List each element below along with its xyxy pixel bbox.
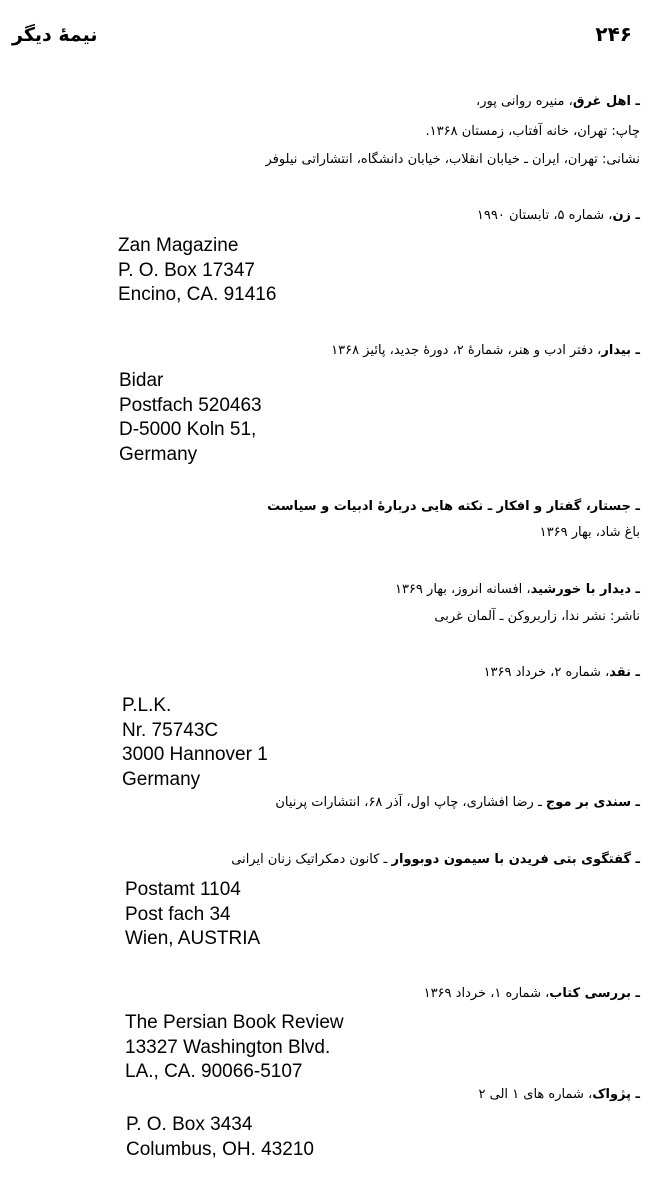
- entry-9-address-line: 13327 Washington Blvd.: [125, 1036, 331, 1058]
- entry-7-title-line: [275, 793, 640, 813]
- entry-5-title-line: [395, 580, 640, 600]
- entry-8-address-line: Post fach 34: [125, 903, 231, 925]
- entry-3-title: ـ بیدار: [601, 343, 640, 358]
- entry-3-title-line: [331, 341, 640, 361]
- entry-1-address: نشانی: تهران، ایران ـ خیابان انقلاب، خیابان دانشگاه، انتشاراتی نیلوفر: [265, 152, 640, 167]
- entry-3-address-line: Postfach 520463: [119, 394, 262, 416]
- entry-2-title-line: [477, 206, 640, 226]
- entry-8-title-line: [231, 850, 640, 870]
- entry-5-title: ـ دیدار با خورشید: [530, 582, 640, 597]
- entry-9-title: ـ بررسی کتاب: [549, 986, 640, 1001]
- entry-2-address-line: P. O. Box 17347: [118, 259, 255, 281]
- entry-4-publication: باغ شاد، بهار ۱۳۶۹: [539, 525, 640, 540]
- entry-2-issue: ، شماره ۵، تابستان ۱۹۹۰: [476, 208, 613, 223]
- entry-6-address-line: Nr. 75743C: [122, 719, 219, 741]
- entry-8-publisher: ـ کانون دمکراتیک زنان ایرانی: [231, 852, 392, 867]
- entry-9-address-line: The Persian Book Review: [125, 1012, 344, 1033]
- entry-6-address-line: Germany: [122, 768, 201, 790]
- page-number: ۲۴۶: [595, 22, 632, 46]
- entry-3-address-line: Bidar: [119, 370, 164, 391]
- entry-8-address-line: Postamt 1104: [125, 879, 241, 900]
- entry-10-address-line: Columbus, OH. 43210: [126, 1138, 314, 1160]
- entry-3-address-line: Germany: [119, 443, 198, 465]
- entry-9-issue: ، شماره ۱، خرداد ۱۳۶۹: [423, 986, 550, 1001]
- entry-5-publisher: ناشر: نشر ندا، زاربروکن ـ آلمان غربی: [434, 609, 640, 624]
- entry-2-address-line: Zan Magazine: [118, 235, 239, 256]
- entry-7-details: ـ رضا افشاری، چاپ اول، آذر ۶۸، انتشارات پرنیان: [275, 795, 546, 810]
- entry-10-address-line: P. O. Box 3434: [126, 1114, 253, 1135]
- entry-9-title-line: [424, 984, 640, 1004]
- entry-6-issue: ، شماره ۲، خرداد ۱۳۶۹: [483, 665, 610, 680]
- entry-9-address-line: LA., CA. 90066-5107: [125, 1061, 303, 1083]
- entry-4-title: ـ جستار، گفتار و افکار ـ نکته هایی دربارهٔ ادبیات و سیاست: [267, 499, 640, 514]
- entry-6-address-line: P.L.K.: [122, 695, 172, 716]
- entry-1-title: ـ اهل غرق: [572, 94, 640, 109]
- entry-8-address-line: Wien, AUSTRIA: [125, 928, 261, 950]
- entry-7-title: ـ سندی بر موج: [545, 795, 640, 810]
- entry-1-author: ، منیره روانی پور،: [476, 94, 573, 109]
- entry-3-issue: ، دفتر ادب و هنر، شمارهٔ ۲، دورهٔ جدید، پائیز ۱۳۶۸: [331, 343, 602, 358]
- entry-1-publication: چاپ: تهران، خانه آفتاب، زمستان ۱۳۶۸.: [425, 124, 640, 139]
- entry-5-author: ، افسانه انروز، بهار ۱۳۶۹: [394, 582, 531, 597]
- entry-6-address-line: 3000 Hannover 1: [122, 744, 268, 766]
- entry-2-address-line: Encino, CA. 91416: [118, 284, 277, 306]
- entry-3-address-line: D-5000 Koln 51,: [119, 419, 257, 441]
- entry-6-title-line: [484, 663, 640, 683]
- entry-4-title-line: [267, 497, 640, 517]
- entry-8-title: ـ گفتگوی بتی فریدن با سیمون دوبووار: [391, 852, 640, 867]
- running-title: نیمهٔ دیگر: [12, 24, 98, 46]
- entry-6-title: ـ نقد: [609, 665, 640, 680]
- entry-10-issue: ، شماره های ۱ الی ۲: [478, 1087, 593, 1102]
- entry-10-title: ـ پژواک: [592, 1087, 640, 1102]
- entry-2-title: ـ زن: [612, 208, 640, 223]
- entry-1-title-line: [476, 92, 640, 112]
- entry-10-title-line: [479, 1085, 641, 1105]
